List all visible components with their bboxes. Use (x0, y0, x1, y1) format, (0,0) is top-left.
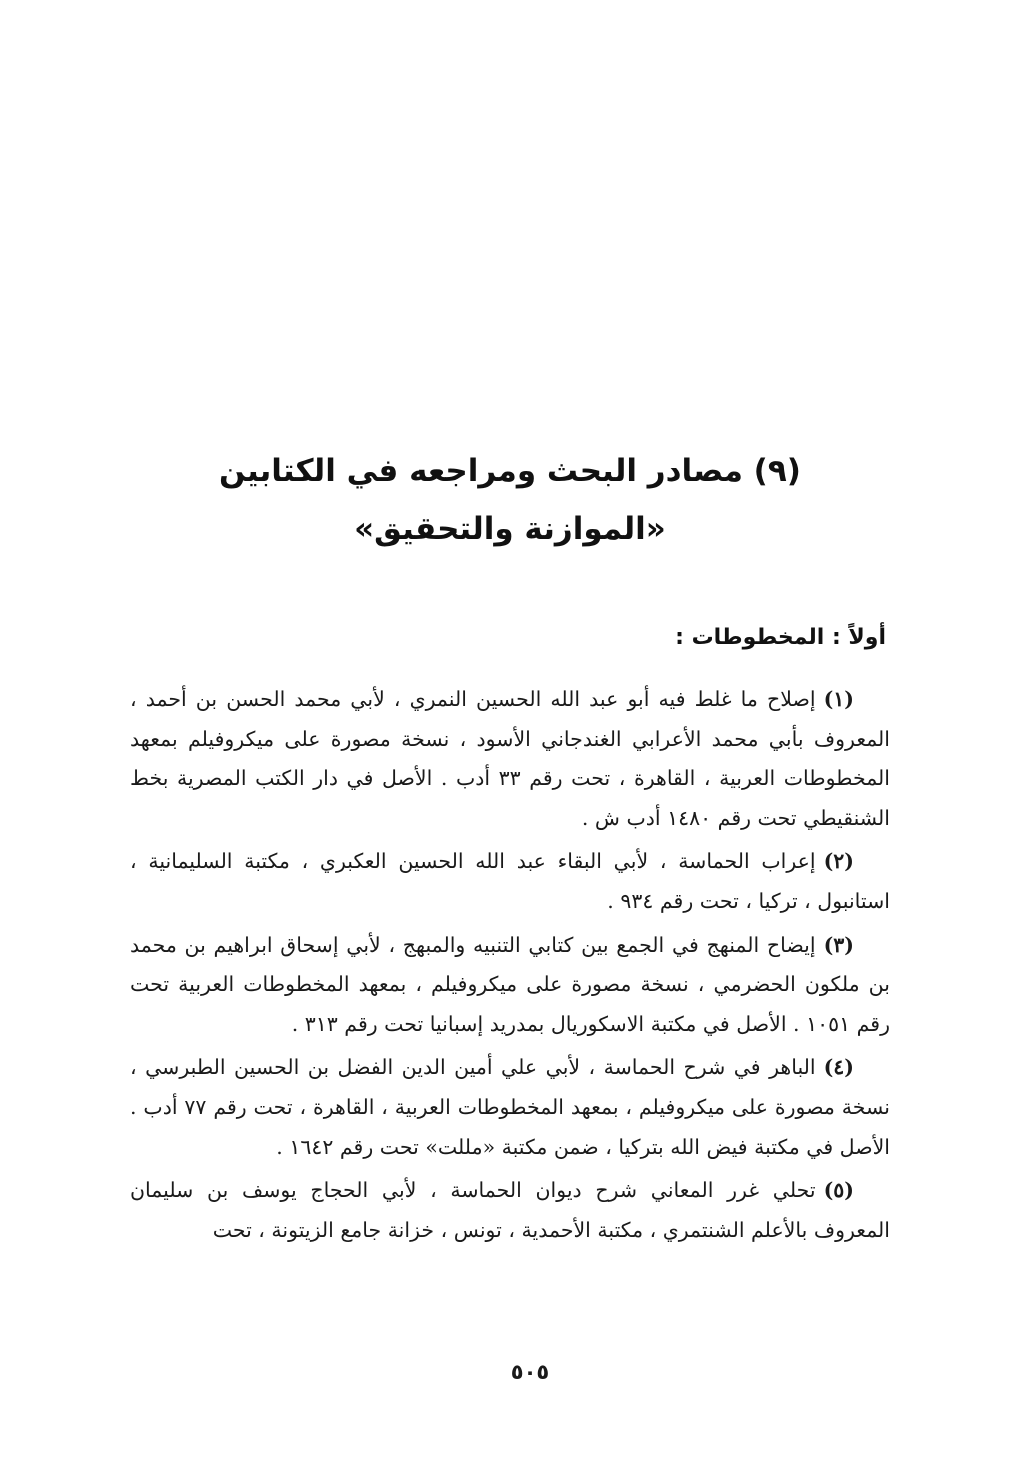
entry-text: الباهر في شرح الحماسة ، لأبي علي أمين الدين الفضل بن الحسين الطبرسي ، نسخة مصورة على ميكروفيلم ، بمعهد المخطوطات العربية ، القاهرة ، تحت رقم ٧٧ أدب . الأصل في مكتبة فيض الله بتركيا ، ضمن مكتبة «مللت» تحت رقم ١٦٤٢ . (130, 1055, 890, 1159)
page-number: ٥٠٥ (510, 1360, 550, 1384)
list-item (130, 1048, 890, 1167)
list-item (130, 1171, 890, 1250)
chapter-title: (٩) مصادر البحث ومراجعه في الكتابين (219, 453, 801, 489)
entry-number: (٤) (823, 1055, 854, 1080)
entry-number: (٣) (823, 932, 854, 957)
chapter-subtitle: «الموازنة والتحقيق» (354, 511, 666, 547)
entry-text: إعراب الحماسة ، لأبي البقاء عبد الله الحسين العكبري ، مكتبة السليمانية ، استانبول ، تركيا ، تحت رقم ٩٣٤ . (130, 849, 890, 913)
entry-text: إصلاح ما غلط فيه أبو عبد الله الحسين النمري ، لأبي محمد الحسن بن أحمد ، المعروف بأبي محمد الأعرابي الغندجاني الأسود ، نسخة مصورة على ميكروفيلم بمعهد المخطوطات العربية ، القاهرة ، تحت رقم ٣٣ أدب . الأصل في دار الكتب المصرية بخط الشنقيطي تحت رقم ١٤٨٠ أدب ش . (130, 687, 890, 830)
entry-text: تحلي غرر المعاني شرح ديوان الحماسة ، لأبي الحجاج يوسف بن سليمان المعروف بالأعلم الشنتمري ، مكتبة الأحمدية ، تونس ، خزانة جامع الزيتونة ، تحت (130, 1178, 890, 1242)
entry-number: (٥) (823, 1178, 854, 1203)
list-item (130, 842, 890, 921)
entry-text: إيضاح المنهج في الجمع بين كتابي التنبيه والمبهج ، لأبي إسحاق ابراهيم بن محمد بن ملكون الحضرمي ، نسخة مصورة على ميكروفيلم ، بمعهد المخطوطات العربية تحت رقم ١٠٥١ . الأصل في مكتبة الاسكوريال بمدريد إسبانيا تحت رقم ٣١٣ . (130, 932, 890, 1036)
entry-number: (٢) (823, 849, 854, 874)
chapter-heading (130, 442, 890, 558)
list-item (130, 680, 890, 838)
list-item (130, 926, 890, 1045)
section-heading-manuscripts: أولاً : المخطوطات : (675, 625, 886, 650)
entry-number: (١) (823, 687, 854, 711)
manuscript-list (130, 680, 890, 1254)
